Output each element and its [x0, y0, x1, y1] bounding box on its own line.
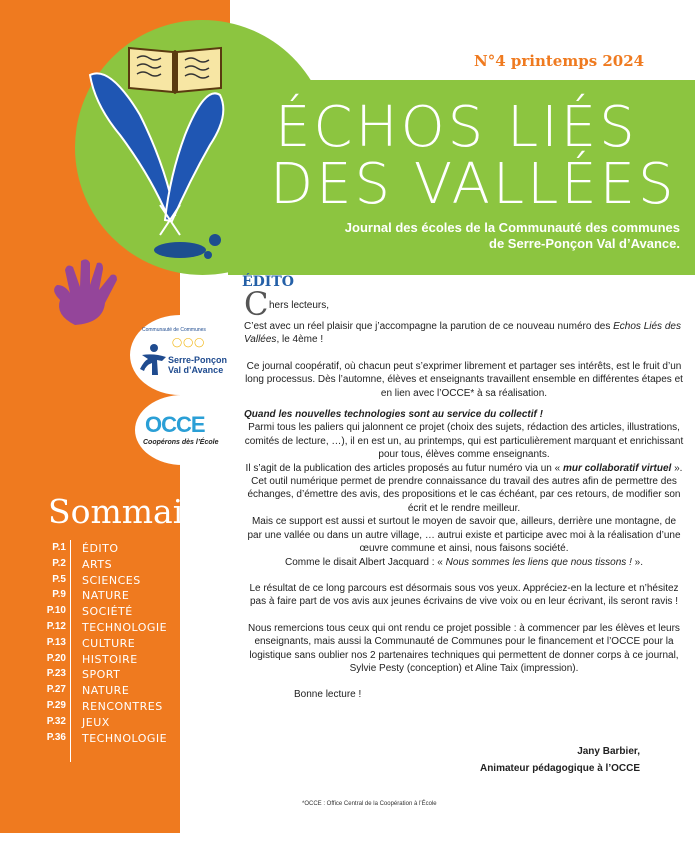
p4-highlight: mur collaboratif virtuel — [562, 462, 672, 474]
toc-section-label: NATURE — [82, 684, 130, 698]
toc-section-label: ARTS — [82, 557, 113, 571]
paragraph-5: Mais ce support est aussi et surtout le moyen de savoir que, ailleurs, derrière une montagne, de par une vallée ou dans un autre village, … autrui existe et participe avec moi à la réalisation d’une œuvre commune et ainsi, nous faisons société. — [247, 516, 681, 555]
toc-page-number: P.2 — [52, 557, 66, 569]
issue-number: N°4 printemps 2024 — [474, 52, 645, 70]
p6-text: Comme le disait Albert Jacquard : « — [285, 556, 446, 568]
toc-page-number: P.10 — [46, 605, 66, 617]
toc-page-number: P.20 — [46, 652, 66, 664]
toc-section-label: SCIENCES — [82, 573, 141, 587]
p1-end: , le 4ème ! — [276, 334, 324, 346]
sommaire-title: Sommaire — [48, 492, 219, 531]
table-of-contents — [30, 542, 167, 747]
footnote: *OCCE : Office Central de la Coopération à l’École — [302, 801, 437, 807]
toc-section-label: TECHNOLOGIE — [82, 731, 168, 745]
toc-section-label: CULTURE — [82, 636, 136, 650]
subtitle-line1: Journal des écoles de la Communauté des communes — [344, 220, 680, 235]
toc-section-label: SOCIÉTÉ — [82, 605, 133, 619]
toc-section-label: JEUX — [82, 715, 110, 729]
paragraph-3-heading: Quand les nouvelles technologies sont au service du collectif ! — [244, 409, 543, 421]
toc-page-number: P.13 — [46, 636, 66, 648]
p1-text: C’est avec un réel plaisir que j’accompagne la parution de ce nouveau numéro des — [244, 321, 614, 332]
person-figure-icon — [140, 343, 168, 377]
toc-row — [30, 605, 167, 621]
drop-cap: C — [244, 285, 269, 323]
community-name-2: Val d’Avance — [168, 365, 224, 375]
p6-end: ». — [631, 556, 643, 568]
toc-page-number: P.12 — [46, 620, 66, 632]
toc-row — [30, 668, 167, 684]
toc-page-number: P.23 — [46, 668, 66, 680]
paragraph-1 — [244, 320, 684, 347]
toc-row — [30, 700, 167, 716]
toc-row — [30, 574, 167, 590]
occe-tagline: Coopérons dès l’École — [143, 439, 219, 446]
p1-journal-name: Echos Liés des Vallées — [244, 321, 681, 346]
toc-row — [30, 653, 167, 669]
community-name — [168, 355, 227, 375]
toc-row — [30, 684, 167, 700]
paragraph-3: Parmi tous les paliers qui jalonnent ce projet (choix des sujets, rédaction des articles, illustrations, comités de lecture, …), il en est un, au printemps, qui est particulièrement marquant et enrichissant pour tous, élèves comme enseignants. — [244, 422, 684, 461]
toc-page-number: P.32 — [46, 715, 66, 727]
paragraph-7: Le résultat de ce long parcours est désormais sous vos yeux. Appréciez-en la lecture et n’hésitez pas à faire part de vos avis aux jeunes écrivains de vive voix ou en leur écrivant, ils seront ravis ! — [249, 582, 679, 608]
salutation: hers lecteurs, — [269, 300, 330, 311]
signature-role: Animateur pédagogique à l’OCCE — [479, 763, 640, 774]
paragraph-6 — [244, 556, 684, 569]
p4-end: ». Cet outil numérique permet de prendre connaissance du travail des autres afin de permettre des échanges, d’émettre des avis, des propositions et le cas échéant, par ces retours, de modifier son écrit et le rendre meilleur. — [247, 462, 683, 514]
journal-subtitle — [290, 220, 680, 252]
toc-section-label: TECHNOLOGIE — [82, 620, 168, 634]
community-small-label: Communauté de Communes — [142, 327, 206, 333]
toc-row — [30, 589, 167, 605]
journal-title-line1: ÉCHOS LIÉS — [275, 95, 638, 160]
toc-section-label: HISTOIRE — [82, 652, 138, 666]
toc-row — [30, 716, 167, 732]
edito-heading: ÉDITO — [242, 274, 294, 290]
toc-row — [30, 558, 167, 574]
signature — [480, 743, 640, 777]
occe-logo — [135, 395, 230, 465]
toc-section-label: SPORT — [82, 668, 121, 682]
toc-page-number: P.1 — [52, 542, 66, 553]
paragraph-8: Nous remercions tous ceux qui ont rendu ce projet possible : à commencer par les élèves et leurs enseignants, mais aussi la Communauté de Communes pour le financement et l’OCCE pour la logistique sans oublier nos 2 partenaires techniques qui permettent de donner corps à ce journal, Sylvie Pesty (conception) et Aline Taix (impression). — [248, 622, 680, 674]
p6-quote: Nous sommes les liens que nous tissons ! — [445, 556, 632, 568]
subtitle-line2: de Serre-Ponçon Val d’Avance. — [489, 236, 680, 251]
quill-feathers-icon — [80, 55, 230, 265]
paragraph-2: Ce journal coopératif, où chacun peut s’exprimer librement et partager ses intérêts, est le fruit d’un long processus. Dès l’automne, élèves et enseignants travaillent ensemble en différentes étapes et en lien avec l’OCCE* à sa réalisation. — [245, 360, 683, 399]
toc-row — [30, 732, 167, 748]
community-logo — [130, 315, 230, 395]
toc-section-label: ÉDITO — [82, 542, 119, 555]
toc-page-number: P.27 — [46, 684, 66, 696]
paragraph-9: Bonne lecture ! — [294, 689, 362, 701]
toc-page-number: P.5 — [52, 573, 66, 585]
toc-row — [30, 637, 167, 653]
toc-page-number: P.29 — [46, 699, 66, 711]
edito-body — [244, 320, 684, 702]
purple-handprint-icon — [45, 255, 140, 330]
signature-name: Jany Barbier, — [577, 746, 640, 757]
toc-page-number: P.36 — [46, 731, 66, 743]
journal-title-line2: DES VALLÉES — [270, 152, 677, 217]
toc-row — [30, 621, 167, 637]
community-name-1: Serre-Ponçon — [168, 355, 228, 365]
toc-row — [30, 542, 167, 558]
community-dots: ◯◯◯ — [172, 337, 206, 347]
p4-text: Il s’agit de la publication des articles proposés au futur numéro via un « — [245, 462, 563, 474]
toc-section-label: RENCONTRES — [82, 699, 163, 713]
toc-page-number: P.9 — [52, 589, 66, 601]
occe-mark: OCCE — [145, 412, 205, 437]
paragraph-4 — [244, 462, 684, 516]
toc-section-label: NATURE — [82, 589, 130, 603]
